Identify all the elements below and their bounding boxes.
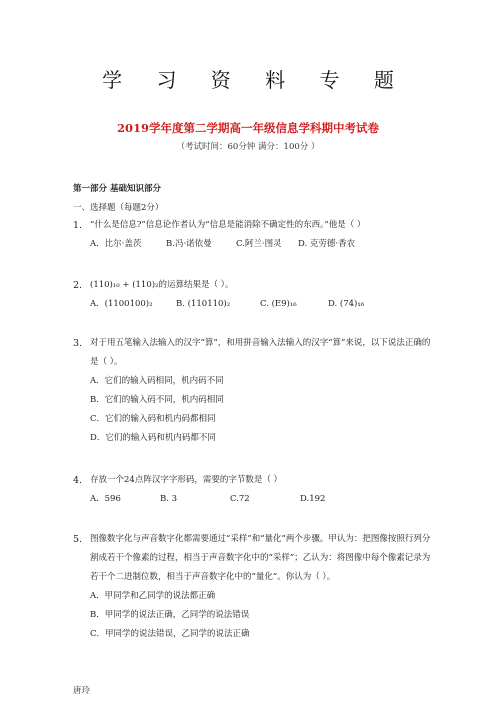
option-b: B.冯·诺依曼 <box>166 239 212 249</box>
header-title: 学 习 资 料 专 题 <box>102 68 408 92</box>
question-number: 1. <box>73 220 83 231</box>
footer-text: 唐玲 <box>73 686 91 696</box>
question-4 <box>73 471 433 509</box>
option-a: A．(1100100)₂ <box>90 299 153 309</box>
question-number: 2. <box>73 280 83 291</box>
question-1 <box>73 216 433 254</box>
exam-title: 2019学年度第二学期高一年级信息学科期中考试卷 <box>116 121 379 135</box>
question-number: 5. <box>73 534 83 545</box>
question-stem: (110)₁₀ + (110)₂的运算结果是（ ）。 <box>90 280 234 290</box>
question-2 <box>73 276 433 314</box>
option-row <box>90 295 433 314</box>
option-b: B．甲同学的说法正确，乙同学的说法错误 <box>90 610 250 620</box>
question-stem: 对于用五笔输入法输入的汉字“算”，和用拼音输入法输入的汉字“算”来说，以下说法正确的是（ ）。 <box>90 338 431 367</box>
question-stem: 存放一个24点阵汉字字形码，需要的字节数是（ ） <box>90 475 283 485</box>
option-b: B．它们的输入码不同，机内码相同 <box>90 395 224 405</box>
option-row <box>90 490 433 509</box>
option-a: A．甲同学和乙同学的说法都正确 <box>90 591 216 601</box>
option-c: C.阿兰·图灵 <box>236 239 282 249</box>
option-c: C.72 <box>230 494 250 504</box>
option-c: C. (E9)₁₆ <box>260 299 297 309</box>
question-3 <box>73 334 433 448</box>
exam-meta: （考试时间：60分钟 满分：100分 ） <box>176 142 320 152</box>
option-d: D. (74)₁₆ <box>328 299 365 309</box>
question-stem: “什么是信息?”信息论作者认为“信息是能消除不确定性的东西。”他是（ ） <box>90 220 366 230</box>
option-row <box>90 235 433 254</box>
option-a: A．比尔·盖茨 <box>90 239 142 249</box>
option-c: C．甲同学的说法错误，乙同学的说法正确 <box>90 629 250 639</box>
option-a: A．596 <box>90 494 121 504</box>
option-b: B. (110110)₂ <box>176 299 231 309</box>
option-b: B. 3 <box>160 494 178 504</box>
question-stem: 图像数字化与声音数字化都需要通过“采样”和“量化”两个步骤。甲认为：把图像按照行列分割成若干个像素的过程，相当于声音数字化中的“采样”；乙认为：将图像中每个像素记录为若干个二进制位数，相当于声音数字化中的“量化”。你认为（ ）。 <box>90 534 431 582</box>
section-subtitle: 一、选择题（每题2分） <box>73 203 164 213</box>
question-number: 3. <box>73 338 83 349</box>
section-title: 第一部分 基础知识部分 <box>73 184 161 194</box>
option-a: A．它们的输入码相同，机内码不同 <box>90 376 224 386</box>
option-c: C．它们的输入码和机内码都相同 <box>90 414 216 424</box>
option-d: D．它们的输入码和机内码都不同 <box>90 433 216 443</box>
option-d: D. 克劳德·香农 <box>298 239 356 249</box>
question-5 <box>73 530 433 644</box>
question-number: 4. <box>73 475 83 486</box>
option-d: D.192 <box>300 494 326 504</box>
